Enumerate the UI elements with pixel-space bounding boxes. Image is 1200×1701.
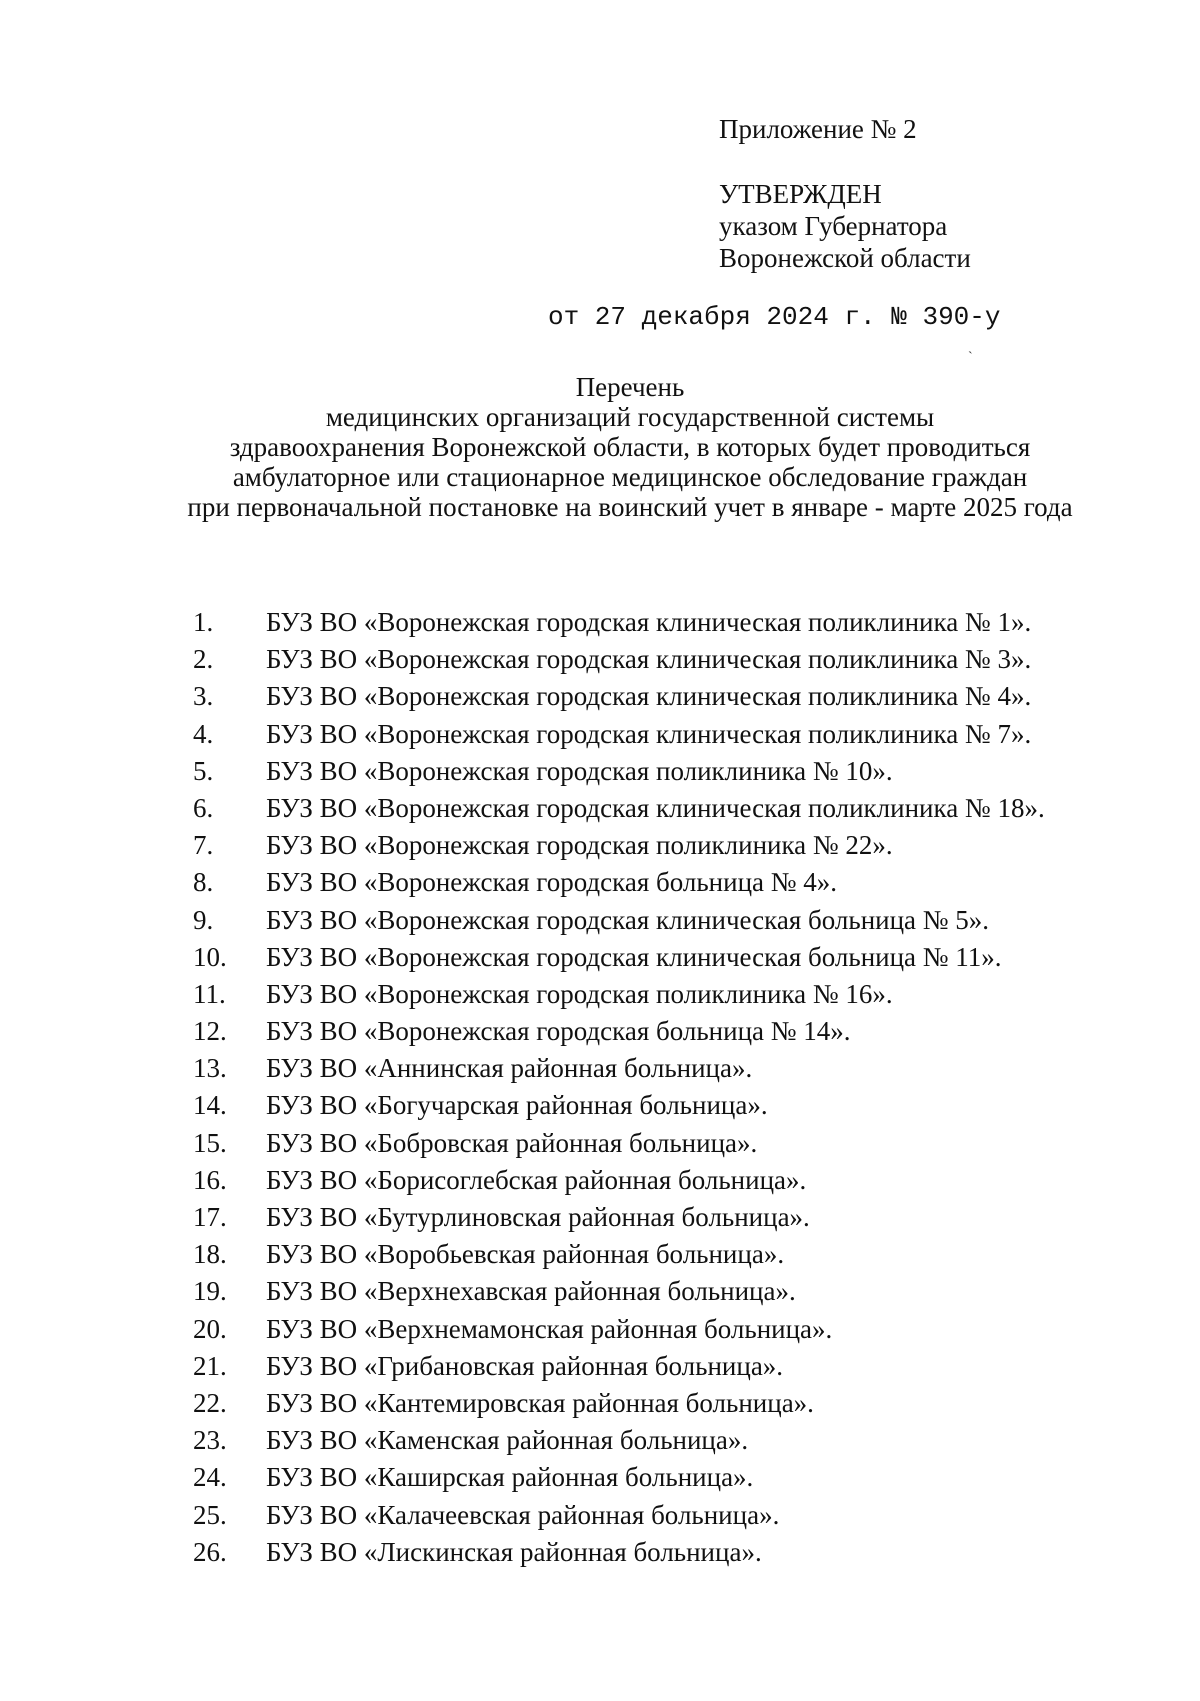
item-number: 8.	[193, 867, 214, 898]
item-text: БУЗ ВО «Воронежская городская клиническая поликлиника № 4».	[266, 681, 1032, 712]
item-text: БУЗ ВО «Воронежская городская больница № 4».	[266, 867, 838, 898]
stray-mark: `	[968, 350, 973, 365]
list-item	[0, 902, 1200, 939]
item-number: 3.	[193, 681, 214, 712]
item-number: 25.	[193, 1499, 227, 1530]
list-item	[0, 976, 1200, 1013]
list-item	[0, 1273, 1200, 1310]
list-item	[0, 864, 1200, 901]
item-text: БУЗ ВО «Воробьевская районная больница».	[266, 1239, 785, 1270]
item-number: 24.	[193, 1462, 227, 1493]
item-text: БУЗ ВО «Борисоглебская районная больница».	[266, 1164, 807, 1195]
list-item	[0, 1087, 1200, 1124]
list-item	[0, 1311, 1200, 1348]
list-item	[0, 678, 1200, 715]
list-item	[0, 641, 1200, 678]
item-number: 10.	[193, 941, 227, 972]
item-number: 23.	[193, 1425, 227, 1456]
item-number: 14.	[193, 1090, 227, 1121]
item-text: БУЗ ВО «Верхнехавская районная больница».	[266, 1276, 796, 1307]
item-number: 20.	[193, 1313, 227, 1344]
item-text: БУЗ ВО «Верхнемамонская районная больница».	[266, 1313, 833, 1344]
item-number: 13.	[193, 1053, 227, 1084]
item-text: БУЗ ВО «Воронежская городская клиническая поликлиника № 7».	[266, 718, 1032, 749]
list-item	[0, 827, 1200, 864]
list-item	[0, 1422, 1200, 1459]
list-item	[0, 1236, 1200, 1273]
appendix-label: Приложение № 2	[719, 114, 917, 144]
item-text: БУЗ ВО «Богучарская районная больница».	[266, 1090, 768, 1121]
item-text: БУЗ ВО «Воронежская городская клиническая поликлиника № 18».	[266, 792, 1045, 823]
item-number: 26.	[193, 1536, 227, 1567]
item-text: БУЗ ВО «Лискинская районная больница».	[266, 1536, 762, 1567]
item-text: БУЗ ВО «Воронежская городская поликлиника № 10».	[266, 755, 893, 786]
list-item	[0, 1125, 1200, 1162]
item-text: БУЗ ВО «Грибановская районная больница».	[266, 1350, 784, 1381]
approval-block	[719, 178, 971, 274]
item-text: БУЗ ВО «Воронежская городская больница № 14».	[266, 1016, 851, 1047]
item-number: 11.	[193, 978, 226, 1009]
item-number: 7.	[193, 830, 214, 861]
item-text: БУЗ ВО «Воронежская городская клиническая больница № 5».	[266, 904, 990, 935]
item-number: 19.	[193, 1276, 227, 1307]
item-text: БУЗ ВО «Воронежская городская поликлиника № 16».	[266, 978, 893, 1009]
list-item	[0, 716, 1200, 753]
document-title	[180, 372, 1080, 522]
item-text: БУЗ ВО «Воронежская городская клиническая поликлиника № 3».	[266, 644, 1032, 675]
title-line-2: медицинских организаций государственной системы	[325, 402, 935, 432]
item-number: 6.	[193, 792, 214, 823]
list-item	[0, 1013, 1200, 1050]
item-text: БУЗ ВО «Бутурлиновская районная больница».	[266, 1202, 810, 1232]
item-text: БУЗ ВО «Каменская районная больница».	[266, 1425, 749, 1456]
item-number: 2.	[193, 644, 214, 675]
item-text: БУЗ ВО «Воронежская городская клиническая больница № 11».	[266, 941, 1002, 972]
list-item	[0, 1199, 1200, 1236]
item-text: БУЗ ВО «Воронежская городская клиническая поликлиника № 1».	[266, 607, 1032, 637]
list-item	[0, 790, 1200, 827]
item-number: 15.	[193, 1127, 227, 1158]
item-number: 17.	[193, 1202, 227, 1232]
item-number: 4.	[193, 718, 214, 749]
list-item	[0, 1050, 1200, 1087]
item-number: 21.	[193, 1350, 227, 1381]
list-item	[0, 1534, 1200, 1571]
item-text: БУЗ ВО «Каширская районная больница».	[266, 1462, 754, 1493]
organizations-list	[0, 604, 1200, 1571]
list-item	[0, 1385, 1200, 1422]
approved-stamp-text: УТВЕРЖДЕН	[719, 179, 882, 209]
title-line-1: Перечень	[575, 372, 685, 402]
approved-region: Воронежской области	[719, 243, 971, 273]
title-line-5: при первоначальной постановке на воинский учет в январе - марте 2025 года	[187, 492, 1073, 522]
item-number: 18.	[193, 1239, 227, 1270]
list-item	[0, 604, 1200, 641]
item-number: 12.	[193, 1016, 227, 1047]
item-text: БУЗ ВО «Кантемировская районная больница».	[266, 1387, 814, 1418]
item-number: 5.	[193, 755, 214, 786]
list-item	[0, 753, 1200, 790]
item-text: БУЗ ВО «Бобровская районная больница».	[266, 1127, 758, 1158]
list-item	[0, 1162, 1200, 1199]
decree-reference: от 27 декабря 2024 г. № 390-у	[548, 302, 1001, 332]
item-text: БУЗ ВО «Воронежская городская поликлиника № 22».	[266, 830, 893, 861]
list-item	[0, 1348, 1200, 1385]
item-number: 1.	[193, 607, 214, 637]
list-item	[0, 1459, 1200, 1496]
item-number: 9.	[193, 904, 214, 935]
item-number: 16.	[193, 1164, 227, 1195]
item-text: БУЗ ВО «Аннинская районная больница».	[266, 1053, 753, 1084]
list-item	[0, 1497, 1200, 1534]
approved-by-decree: указом Губернатора	[719, 211, 948, 241]
item-number: 22.	[193, 1387, 227, 1418]
item-text: БУЗ ВО «Калачеевская районная больница».	[266, 1499, 780, 1530]
title-line-3: здравоохранения Воронежской области, в которых будет проводиться	[229, 432, 1031, 462]
title-line-4: амбулаторное или стационарное медицинское обследование граждан	[232, 462, 1028, 492]
list-item	[0, 939, 1200, 976]
